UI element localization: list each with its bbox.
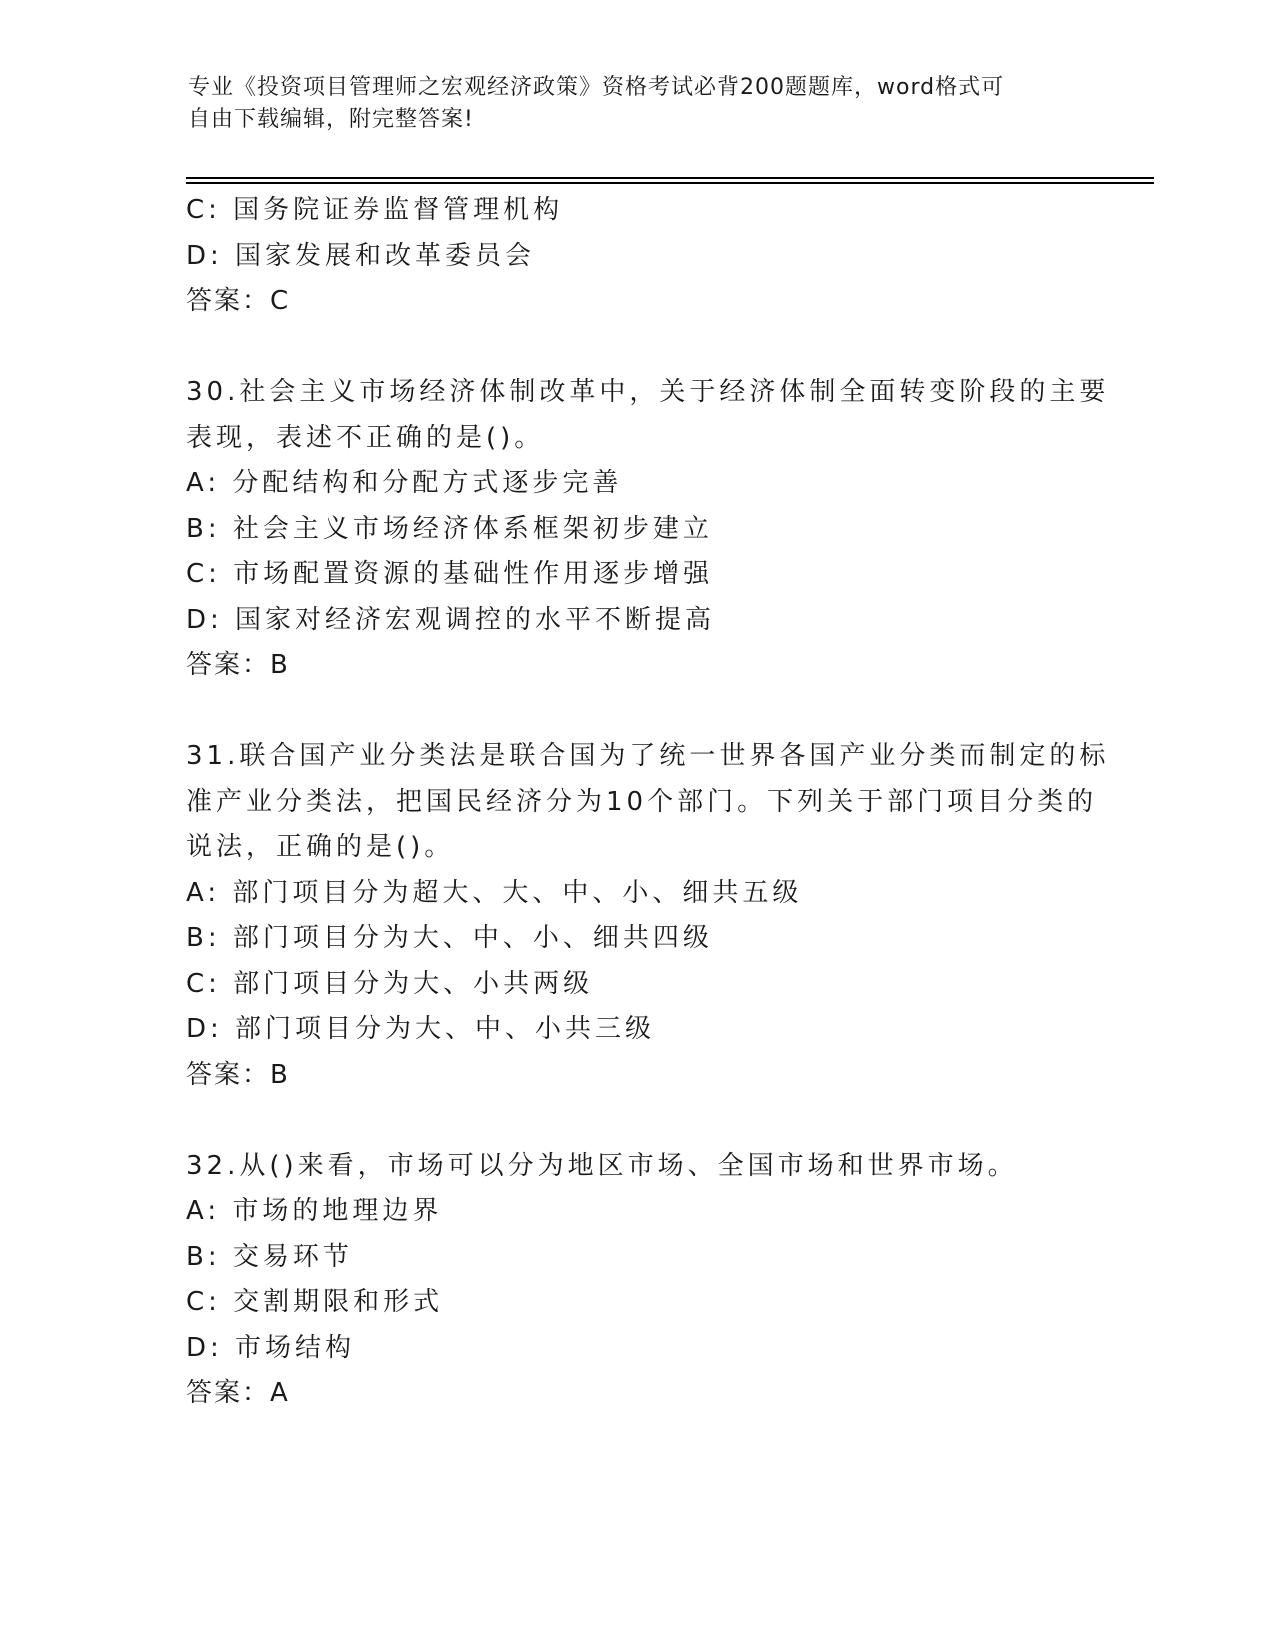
- option-b: B: 社会主义市场经济体系框架初步建立: [186, 513, 713, 544]
- option-d: D: 国家对经济宏观调控的水平不断提高: [186, 604, 716, 635]
- question-stem-line: 32.从()来看，市场可以分为地区市场、全国市场和世界市场。: [186, 1150, 1018, 1181]
- question-stem-line: 准产业分类法，把国民经济分为10个部门。下列关于部门项目分类的: [186, 786, 1098, 817]
- question-list: [186, 188, 1110, 1417]
- answer-line: 答案：B: [186, 650, 290, 680]
- option-d: D: 国家发展和改革委员会: [186, 240, 536, 271]
- header-divider-top: [186, 177, 1154, 179]
- option-a: A: 市场的地理边界: [186, 1196, 443, 1226]
- question-32: [186, 1144, 1086, 1417]
- question-30: [186, 370, 1110, 689]
- spacer: [186, 325, 1086, 371]
- header-line-1: 专业《投资项目管理师之宏观经济政策》资格考试必背200题题库，word格式可: [188, 75, 1005, 100]
- header-line-2: 自由下载编辑，附完整答案!: [188, 107, 474, 132]
- question-stem-line: 表现，表述不正确的是()。: [186, 422, 545, 453]
- option-a: A: 部门项目分为超大、大、中、小、细共五级: [186, 877, 803, 908]
- spacer: [186, 1098, 1086, 1144]
- answer-line: 答案：C: [186, 286, 291, 316]
- question-stem-line: 30.社会主义市场经济体制改革中，关于经济体制全面转变阶段的主要: [186, 377, 1110, 407]
- option-b: B: 部门项目分为大、中、小、细共四级: [186, 923, 713, 953]
- option-c: C: 交割期限和形式: [186, 1287, 444, 1317]
- option-d: D: 部门项目分为大、中、小共三级: [186, 1014, 656, 1044]
- option-c: C: 部门项目分为大、小共两级: [186, 968, 594, 999]
- header-divider-bottom: [186, 182, 1154, 184]
- option-c: C: 市场配置资源的基础性作用逐步增强: [186, 559, 714, 589]
- option-d: D: 市场结构: [186, 1332, 356, 1363]
- question-stem-line: 说法，正确的是()。: [186, 832, 455, 862]
- option-b: B: 交易环节: [186, 1241, 353, 1272]
- page-header: [188, 72, 1068, 136]
- question-31: [186, 734, 1110, 1098]
- spacer: [186, 689, 1086, 735]
- option-c: C: 国务院证券监督管理机构: [186, 195, 564, 225]
- answer-line: 答案：A: [186, 1378, 290, 1408]
- question-stem-line: 31.联合国产业分类法是联合国为了统一世界各国产业分类而制定的标: [186, 741, 1110, 771]
- answer-line: 答案：B: [186, 1059, 290, 1090]
- prev-question-block: [186, 188, 1086, 325]
- option-a: A: 分配结构和分配方式逐步完善: [186, 468, 623, 498]
